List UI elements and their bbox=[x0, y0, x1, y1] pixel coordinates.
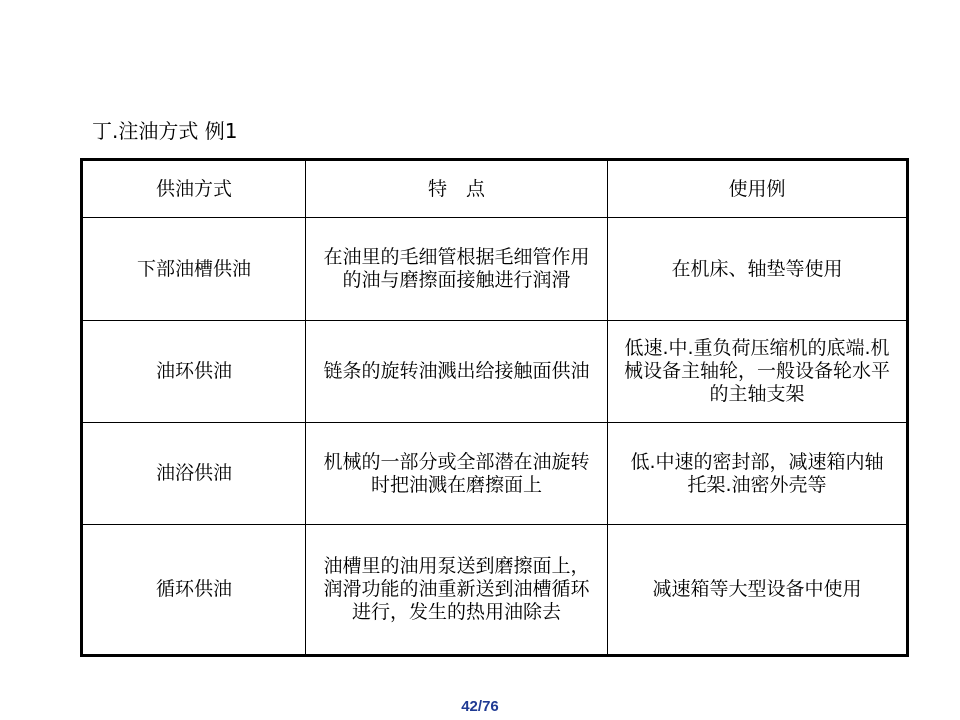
cell-features: 油槽里的油用泵送到磨擦面上，润滑功能的油重新送到油槽循环进行，发生的热用油除去 bbox=[306, 525, 608, 656]
table-row bbox=[82, 525, 908, 656]
cell-features: 机械的一部分或全部潜在油旋转时把油溅在磨擦面上 bbox=[306, 423, 608, 525]
cell-features: 链条的旋转油溅出给接触面供油 bbox=[306, 321, 608, 423]
page-number: 42/76 bbox=[461, 698, 499, 715]
cell-features: 在油里的毛细管根据毛细管作用的油与磨擦面接触进行润滑 bbox=[306, 218, 608, 321]
table-row bbox=[82, 321, 908, 423]
slide-title: 丁.注油方式 例1 bbox=[92, 119, 238, 143]
cell-usage-example: 低.中速的密封部，减速箱内轴托架.油密外壳等 bbox=[608, 423, 908, 525]
table-row bbox=[82, 423, 908, 525]
cell-usage-example: 低速.中.重负荷压缩机的底端.机械设备主轴轮，一般设备轮水平的主轴支架 bbox=[608, 321, 908, 423]
cell-usage-example: 减速箱等大型设备中使用 bbox=[608, 525, 908, 656]
oil-supply-table bbox=[80, 158, 909, 657]
cell-usage-example: 在机床、轴垫等使用 bbox=[608, 218, 908, 321]
table-header-row bbox=[82, 160, 908, 218]
cell-supply-method: 油浴供油 bbox=[82, 423, 306, 525]
table-row bbox=[82, 218, 908, 321]
cell-supply-method: 下部油槽供油 bbox=[82, 218, 306, 321]
header-usage-example: 使用例 bbox=[608, 160, 908, 218]
cell-supply-method: 油环供油 bbox=[82, 321, 306, 423]
header-features: 特 点 bbox=[306, 160, 608, 218]
cell-supply-method: 循环供油 bbox=[82, 525, 306, 656]
header-supply-method: 供油方式 bbox=[82, 160, 306, 218]
